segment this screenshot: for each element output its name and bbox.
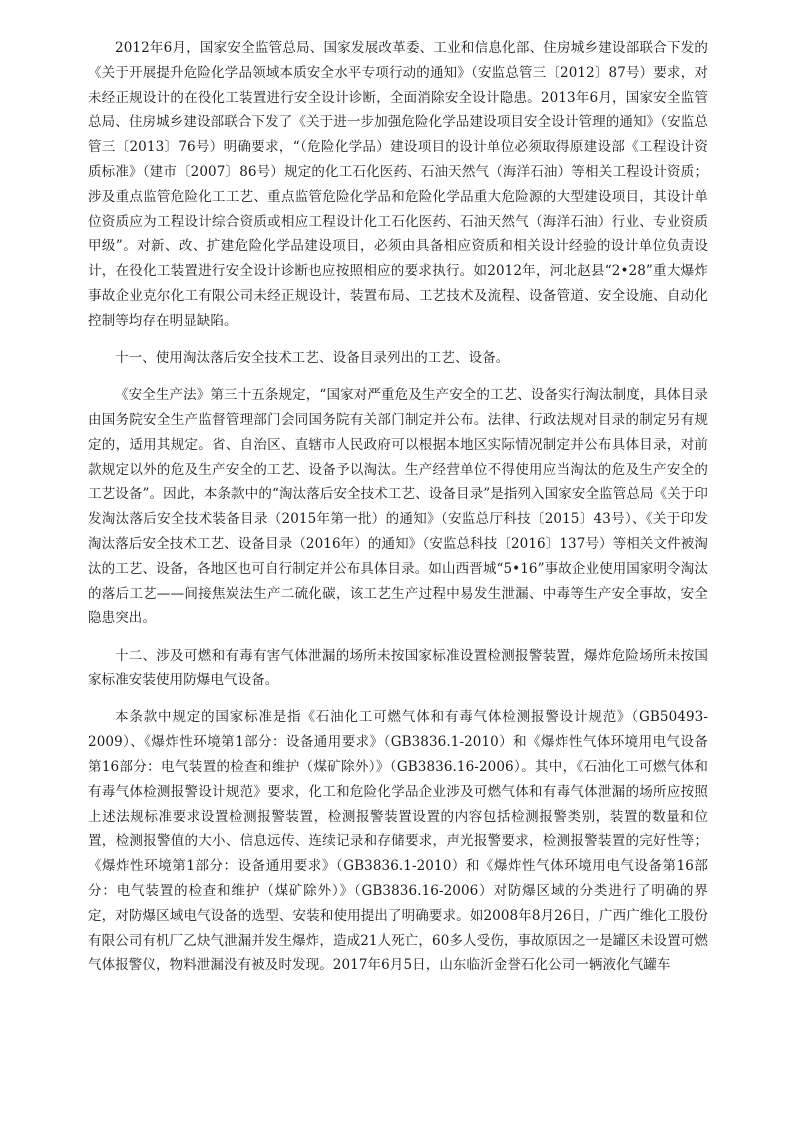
paragraph-design-qualification: 2012年6月，国家安全监管总局、国家发展改革委、工业和信息化部、住房城乡建设部联合下发的《关于开展提升危险化学品领域本质安全水平专项行动的通知》（安监总管三〔2012〕87号）要求，对未经正规设计的在役化工装置进行安全设计诊断，全面消除安全设计隐患。2013年6月，国家安全监管总局、住房城乡建设部联合下发了《关于进一步加强危险化学品建设项目安全设计管理的通知》（安监总管三〔2013〕76号）明确要求，“（危险化学品）建设项目的设计单位必须取得原建设部《工程设计资质标准》（建市〔2007〕86号）规定的化工石化医药、石油天然气（海洋石油）等相关工程设计资质；涉及重点监管危险化工工艺、重点监管危险化学品和危险化学品重大危险源的大型建设项目，其设计单位资质应为工程设计综合资质或相应工程设计化工石化医药、石油天然气（海洋石油）行业、专业资质甲级”。对新、改、扩建危险化学品建设项目，必须由具备相应资质和相关设计经验的设计单位负责设计，在役化工装置进行安全设计诊断也应按照相应的要求执行。如2012年，河北赵县“2•28”重大爆炸事故企业克尔化工有限公司未经正规设计，装置布局、工艺技术及流程、设备管道、安全设施、自动化控制等均存在明显缺陷。 <box>88 40 708 329</box>
heading-item-eleven: 十一、使用淘汰落后安全技术工艺、设备目录列出的工艺、设备。 <box>115 349 510 366</box>
document-body <box>88 36 708 978</box>
paragraph-obsolete-equipment: 《安全生产法》第三十五条规定，“国家对严重危及生产安全的工艺、设备实行淘汰制度，具体目录由国务院安全生产监督管理部门会同国务院有关部门制定并公布。法律、行政法规对目录的制定另有规定的，适用其规定。省、自治区、直辖市人民政府可以根据本地区实际情况制定并公布具体目录，对前款规定以外的危及生产安全的工艺、设备予以淘汰。生产经营单位不得使用应当淘汰的危及生产安全的工艺设备”。因此，本条款中的“淘汰落后安全技术工艺、设备目录”是指列入国家安全监管总局《关于印发淘汰落后安全技术装备目录（2015年第一批）的通知》（安监总厅科技〔2015〕43号）、《关于印发淘汰落后安全技术工艺、设备目录（2016年）的通知》（安监总科技〔2016〕137号）等相关文件被淘汰的工艺、设备，各地区也可自行制定并公布具体目录。如山西晋城“5•16”事故企业使用国家明令淘汰的落后工艺——间接焦炭法生产二硫化碳，该工艺生产过程中易发生泄漏、中毒等生产安全事故，安全隐患突出。 <box>88 387 708 627</box>
heading-item-twelve: 十二、涉及可燃和有毒有害气体泄漏的场所未按国家标准设置检测报警装置，爆炸危险场所未按国家标准安装使用防爆电气设备。 <box>88 647 708 689</box>
paragraph-gas-detection-standards: 本条款中规定的国家标准是指《石油化工可燃气体和有毒气体检测报警设计规范》（GB50493-2009）、《爆炸性环境第1部分：设备通用要求》（GB3836.1-2010）和《爆炸性气体环境用电气设备第16部分：电气装置的检查和维护（煤矿除外）》（GB3836.16-2006）。其中，《石油化工可燃气体和有毒气体检测报警设计规范》要求，化工和危险化学品企业涉及可燃气体和有毒气体泄漏的场所应按照上述法规标准要求设置检测报警装置，检测报警装置设置的内容包括检测报警类别，装置的数量和位置，检测报警值的大小、信息远传、连续记录和存储要求，声光报警要求，检测报警装置的完好性等；《爆炸性环境第1部分：设备通用要求》（GB3836.1-2010）和《爆炸性气体环境用电气设备第16部分：电气装置的检查和维护（煤矿除外）》（GB3836.16-2006）对防爆区域的分类进行了明确的界定，对防爆区域电气设备的选型、安装和使用提出了明确要求。如2008年8月26日，广西广维化工股份有限公司有机厂乙炔气泄漏并发生爆炸，造成21人死亡，60多人受伤，事故原因之一是罐区未设置可燃气体报警仪，物料泄漏没有被及时发现。2017年6月5日，山东临沂金誉石化公司一辆液化气罐车 <box>88 709 708 974</box>
